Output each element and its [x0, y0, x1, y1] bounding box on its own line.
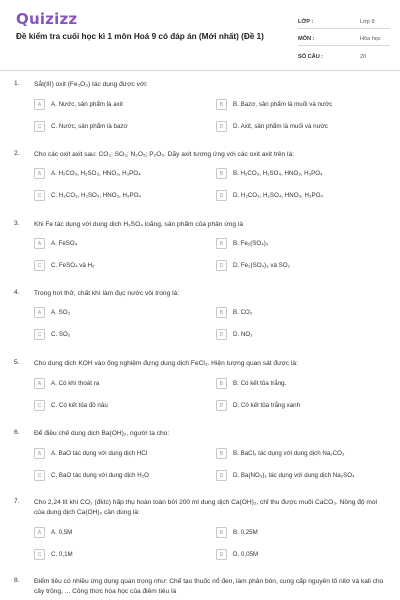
- question-number: 5.: [14, 359, 20, 366]
- option-letter-box: A: [34, 168, 45, 179]
- meta-label: SỐ CÂU :: [298, 54, 324, 60]
- option-letter-box: C: [34, 400, 45, 411]
- option-letter-box: B: [216, 238, 227, 249]
- meta-row-class: [298, 12, 390, 29]
- option-b[interactable]: [216, 98, 388, 111]
- option-text: B. BaCl₂ tác dụng với dung dịch Na₂CO₃: [233, 450, 345, 457]
- option-c[interactable]: [34, 189, 206, 202]
- option-c[interactable]: [34, 469, 206, 482]
- option-letter-box: B: [216, 99, 227, 110]
- option-text: C. H₂CO₃, H₂SO₃, HNO₃, H₃PO₄: [51, 192, 141, 199]
- option-b[interactable]: [216, 167, 388, 180]
- option-text: D. Có kết tủa trắng xanh: [233, 402, 301, 409]
- option-a[interactable]: [34, 237, 206, 250]
- option-letter-box: A: [34, 238, 45, 249]
- option-letter-box: D: [216, 260, 227, 271]
- meta-value: Hóa học: [360, 36, 381, 42]
- meta-table: [298, 12, 390, 63]
- question-number: 6.: [14, 429, 20, 436]
- question-number: 3.: [14, 220, 20, 227]
- question-text: Cho dung dịch KOH vào ống nghiệm đựng dung dịch FeCl₃. Hiện tượng quan sát được là:: [34, 360, 298, 367]
- option-c[interactable]: [34, 259, 206, 272]
- option-text: B. Có kết tủa trắng.: [233, 380, 287, 387]
- option-text: C. BaO tác dụng với dung dịch H₂O: [51, 472, 149, 479]
- document-header: [0, 0, 400, 68]
- option-a[interactable]: [34, 167, 206, 180]
- option-text: C. FeSO₄ và H₂: [51, 262, 95, 269]
- option-letter-box: A: [34, 378, 45, 389]
- option-c[interactable]: [34, 548, 206, 561]
- option-text: A. BaO tác dụng với dung dịch HCl: [51, 450, 148, 457]
- option-letter-box: C: [34, 121, 45, 132]
- meta-label: MÔN :: [298, 36, 315, 42]
- option-text: D. Axit, sản phẩm là muối và nước: [233, 123, 328, 130]
- meta-label: LỚP :: [298, 19, 314, 25]
- question-number: 4.: [14, 289, 20, 296]
- option-a[interactable]: [34, 526, 206, 539]
- question-number: 2.: [14, 150, 20, 157]
- option-d[interactable]: [216, 120, 388, 133]
- option-text: C. Nước, sản phẩm là bazơ: [51, 123, 128, 130]
- option-letter-box: C: [34, 190, 45, 201]
- option-text: A. SO₃: [51, 309, 71, 316]
- option-letter-box: B: [216, 307, 227, 318]
- option-text: D. H₂CO₃, H₂SO₄, HNO₃, H₃PO₄: [233, 192, 323, 199]
- option-b[interactable]: [216, 377, 388, 390]
- question-text: Khi Fe tác dụng với dung dịch H₂SO₄ loãng, sản phẩm của phản ứng là: [34, 221, 243, 228]
- option-text: B. 0,25M: [233, 529, 258, 536]
- option-letter-box: C: [34, 329, 45, 340]
- option-text: B. Fe₂(SO₄)₃: [233, 240, 269, 247]
- option-d[interactable]: [216, 469, 388, 482]
- question-number: 8.: [14, 577, 20, 584]
- option-text: D. 0,05M: [233, 551, 259, 558]
- option-text: C. SO₂: [51, 331, 71, 338]
- question-text: Cho 2,24 lít khí CO₂ (đktc) hấp thụ hoàn toàn bởi 200 ml dung dịch Ca(OH)₂, chỉ thu được muối CaCO₃. Nồng độ mol của dung dịch Ca(OH)₂ cần dùng là:: [34, 499, 378, 516]
- option-a[interactable]: [34, 447, 206, 460]
- option-d[interactable]: [216, 328, 388, 341]
- question-text: Để điều chế dung dịch Ba(OH)₂, người ta cho:: [34, 430, 170, 437]
- option-text: A. FeSO₄: [51, 240, 78, 247]
- option-d[interactable]: [216, 548, 388, 561]
- meta-row-subject: [298, 29, 390, 46]
- option-c[interactable]: [34, 399, 206, 412]
- option-a[interactable]: [34, 306, 206, 319]
- document-title: Đề kiểm tra cuối học kì 1 môn Hoá 9 có đáp án (Mới nhất) (Đề 1): [16, 32, 264, 41]
- option-letter-box: C: [34, 470, 45, 481]
- option-letter-box: C: [34, 260, 45, 271]
- option-letter-box: B: [216, 378, 227, 389]
- option-letter-box: A: [34, 448, 45, 459]
- option-text: D. Fe₂(SO₄)₃ và SO₂: [233, 262, 290, 269]
- option-letter-box: D: [216, 121, 227, 132]
- option-a[interactable]: [34, 98, 206, 111]
- option-text: D. Ba(NO₃)₂ tác dụng với dung dịch Na₂SO₄: [233, 472, 355, 479]
- question-text: Trong hơi thở, chất khí làm đục nước vôi trong là:: [34, 290, 180, 297]
- option-b[interactable]: [216, 526, 388, 539]
- option-text: A. Nước, sản phẩm là axit: [51, 101, 123, 108]
- option-text: B. H₂CO₃, H₂SO₄, HNO₃, H₃PO₄: [233, 170, 323, 177]
- option-letter-box: A: [34, 527, 45, 538]
- option-d[interactable]: [216, 399, 388, 412]
- option-text: D. NO₂: [233, 331, 253, 338]
- option-b[interactable]: [216, 447, 388, 460]
- quizizz-logo: Quizizz: [16, 10, 78, 28]
- meta-value: Lớp 9: [360, 19, 375, 25]
- question-number: 1.: [14, 80, 20, 87]
- option-letter-box: D: [216, 549, 227, 560]
- question-number: 7.: [14, 498, 20, 505]
- header-divider: [0, 70, 400, 71]
- option-text: C. Có kết tủa đỏ nâu: [51, 402, 108, 409]
- option-a[interactable]: [34, 377, 206, 390]
- question-text: Điểm tiêu có nhiều ứng dụng quan trọng như: Chế tạo thuốc nổ đen, làm phân bón, cung cấp nguyên tố nitơ và kali cho cây trồng, ... Công thức hóa học của điêm tiêu là: [34, 578, 384, 595]
- option-letter-box: D: [216, 470, 227, 481]
- option-c[interactable]: [34, 120, 206, 133]
- option-d[interactable]: [216, 189, 388, 202]
- option-letter-box: B: [216, 168, 227, 179]
- option-letter-box: B: [216, 448, 227, 459]
- option-letter-box: D: [216, 400, 227, 411]
- option-letter-box: D: [216, 329, 227, 340]
- option-text: B. CO₂: [233, 309, 253, 316]
- option-b[interactable]: [216, 306, 388, 319]
- option-letter-box: A: [34, 99, 45, 110]
- option-text: C. 0,1M: [51, 551, 73, 558]
- option-text: A. 0,5M: [51, 529, 73, 536]
- meta-row-count: [298, 46, 390, 63]
- question-text: Cho các oxit axit sau: CO₂; SO₃; N₂O₅; P₂O₅. Dãy axit tương ứng với các oxit axit trên là:: [34, 151, 294, 158]
- option-letter-box: A: [34, 307, 45, 318]
- option-b[interactable]: [216, 237, 388, 250]
- option-text: B. Bazơ, sản phẩm là muối và nước: [233, 101, 333, 108]
- question-text: Sắt(III) oxit (Fe₂O₃) tác dụng được với:: [34, 81, 148, 88]
- option-letter-box: D: [216, 190, 227, 201]
- option-d[interactable]: [216, 259, 388, 272]
- option-text: A. Có khí thoát ra: [51, 380, 100, 387]
- option-letter-box: B: [216, 527, 227, 538]
- option-text: A. H₂CO₃, H₂SO₃, HNO₃, H₃PO₄: [51, 170, 141, 177]
- meta-value: 20: [360, 54, 367, 60]
- option-c[interactable]: [34, 328, 206, 341]
- option-letter-box: C: [34, 549, 45, 560]
